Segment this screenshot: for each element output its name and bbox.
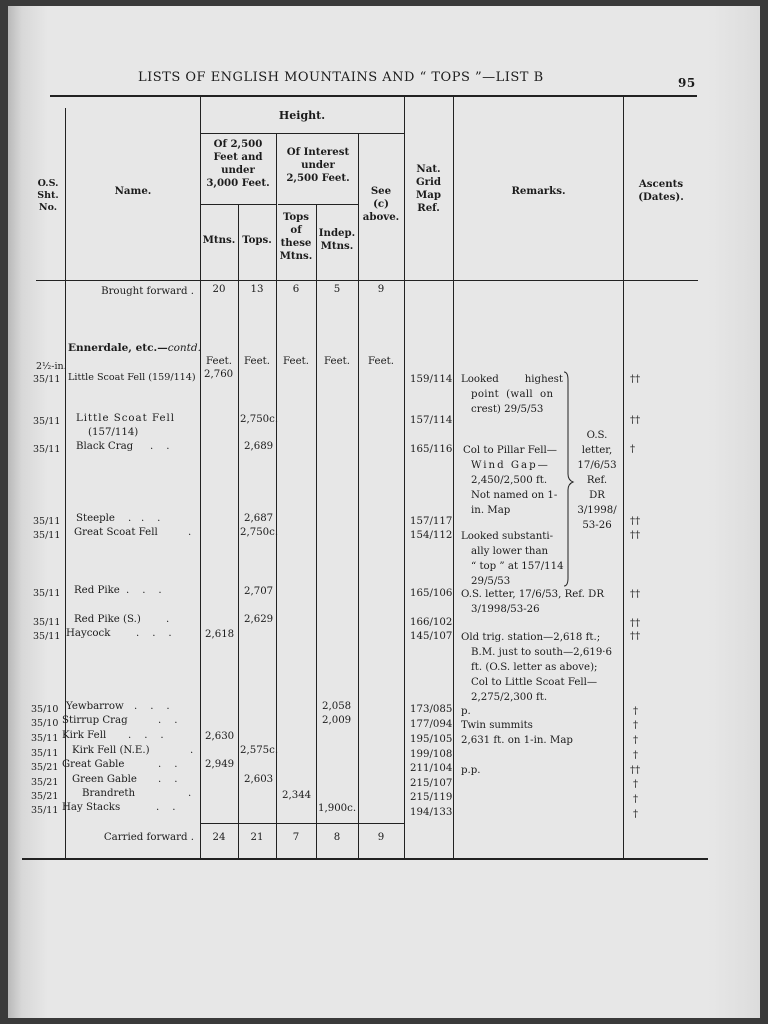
- remark-gable: p.p.: [461, 765, 481, 776]
- row-ascents: †: [630, 444, 636, 455]
- row-tops: 2,575c.: [240, 745, 279, 756]
- row-sheet: 35/10: [31, 718, 59, 729]
- bf-tops: 13: [250, 284, 264, 295]
- row-grid: 157/117: [410, 516, 453, 527]
- row-indep: 2,009: [322, 715, 352, 726]
- row-ascents: ††: [630, 415, 641, 426]
- row-ascents: ††: [630, 516, 641, 527]
- col-rule-remarks: [623, 96, 624, 858]
- row-grid: 165/116: [410, 444, 453, 455]
- row-grid: 145/107: [410, 631, 453, 642]
- row-sheet: 35/11: [33, 530, 61, 541]
- page-shading: [8, 6, 760, 1018]
- remark-red-pike: O.S. letter, 17/6/53, Ref. DR 3/1998/53-26: [461, 589, 604, 615]
- row-tops: 2,629: [244, 614, 274, 625]
- row-grid: 154/112: [410, 530, 453, 541]
- unit-mtns: Feet.: [206, 356, 232, 367]
- section-heading: Ennerdale, etc.—contd.: [68, 342, 201, 354]
- remark-col-to-pillar: Col to Pillar Fell— Wind Gap— 2,450/2,500 ft. Not named on 1- in. Map: [463, 445, 558, 516]
- row-mtns: 2,760: [204, 369, 234, 380]
- remark-looked-substantially: Looked substanti- ally lower than “ top ” at 157/114 29/5/53: [461, 531, 564, 587]
- row-name: Great Gable . .: [62, 759, 178, 770]
- header-grid: Nat. Grid Map Ref.: [415, 163, 442, 214]
- col-rule-name: [200, 96, 201, 858]
- row-grid: 159/114: [410, 374, 453, 385]
- row-sheet: 35/11: [31, 733, 59, 744]
- table-top-rule: [50, 95, 697, 97]
- row-grid: 194/133: [410, 807, 453, 818]
- row-mtns: 2,618: [205, 629, 235, 640]
- header-ascents: Ascents (Dates).: [638, 178, 684, 203]
- row-name: Yewbarrow . . .: [66, 701, 170, 712]
- row-name: Green Gable . .: [72, 774, 178, 785]
- bf-indep: 5: [333, 284, 341, 295]
- row-ascents: †: [633, 779, 639, 790]
- row-tops: 2,707: [244, 586, 274, 597]
- row-sheet: 35/11: [31, 805, 59, 816]
- units-sheet: 2½-in.: [36, 361, 67, 372]
- height-group-rule: [200, 133, 404, 134]
- row-grid: 165/106: [410, 588, 453, 599]
- row-tops: 2,687: [244, 513, 274, 524]
- row-ascents: †: [633, 706, 639, 717]
- row-tops: 2,689: [244, 441, 274, 452]
- header-height: Height.: [278, 109, 326, 122]
- row-sheet: 35/11: [33, 374, 61, 385]
- row-name: Little Scoat Fell (159/114): [68, 372, 196, 383]
- page-title: LISTS OF ENGLISH MOUNTAINS AND “ TOPS ”—LIST B: [138, 70, 544, 85]
- row-name: Great Scoat Fell .: [74, 527, 192, 538]
- col-rule-mtns: [238, 204, 239, 858]
- row-ascents: ††: [630, 618, 641, 629]
- remark-stirrup: Twin summits: [461, 720, 533, 731]
- header-group1: Of 2,500 Feet and under 3,000 Feet.: [206, 138, 270, 189]
- row-ascents: ††: [630, 530, 641, 541]
- row-ascents: ††: [630, 374, 641, 385]
- table-bottom-rule: [22, 858, 708, 860]
- row-name: Steeple . . .: [76, 513, 161, 524]
- header-os-sheet: O.S. Sht. No.: [37, 178, 59, 213]
- row-sheet: 35/10: [31, 704, 59, 715]
- remark-haycock: Old trig. station—2,618 ft.; B.M. just to south—2,619·6 ft. (O.S. letter as above); Col to Little Scoat Fell— 2,275/2,300 ft.: [461, 632, 613, 703]
- row-tops: 2,750c.: [240, 414, 279, 425]
- col-rule-indep: [358, 133, 359, 858]
- book-page: [8, 6, 760, 1018]
- header-bottom-rule: [36, 280, 698, 281]
- cf-mtns: 24: [212, 832, 226, 843]
- row-sheet: 35/11: [33, 631, 61, 642]
- row-sheet: 35/21: [31, 762, 59, 773]
- cf-tops: 21: [250, 832, 264, 843]
- unit-see: Feet.: [368, 356, 394, 367]
- row-ascents: †: [633, 794, 639, 805]
- row-tops-these: 2,344: [282, 790, 312, 801]
- unit-tops: Feet.: [244, 356, 270, 367]
- row-grid: 215/107: [410, 778, 453, 789]
- cf-indep: 8: [333, 832, 341, 843]
- row-name: Black Crag . .: [76, 441, 170, 452]
- row-grid: 215/119: [410, 792, 453, 803]
- remark-os-letter: O.S. letter, 17/6/53 Ref. DR 3/1998/ 53-26: [577, 430, 617, 531]
- carried-forward-label: Carried forward .: [103, 832, 194, 843]
- bf-mtns: 20: [212, 284, 226, 295]
- row-grid: 173/085: [410, 704, 453, 715]
- header-name: Name.: [114, 185, 152, 197]
- row-tops: 2,750c.: [240, 527, 279, 538]
- header-mtns: Mtns.: [202, 234, 236, 246]
- group2-rule: [278, 204, 358, 205]
- remark-yewbarrow: p.: [461, 706, 471, 717]
- row-name: Little Scoat Fell: [76, 413, 176, 424]
- col-rule-grid: [453, 96, 454, 858]
- row-tops: 2,603: [244, 774, 274, 785]
- row-indep: 2,058: [322, 701, 352, 712]
- row-name: Kirk Fell . . .: [62, 730, 164, 741]
- row-ascents: †: [633, 809, 639, 820]
- cf-see: 9: [377, 832, 385, 843]
- unit-tops-these: Feet.: [283, 356, 309, 367]
- brought-forward-label: Brought forward .: [101, 286, 194, 297]
- remark-kirk: 2,631 ft. on 1-in. Map: [461, 735, 573, 746]
- row-ascents: ††: [630, 765, 641, 776]
- row-grid: 199/108: [410, 749, 453, 760]
- header-tops: Tops.: [242, 234, 272, 246]
- page-number: 95: [678, 76, 696, 90]
- unit-indep: Feet.: [324, 356, 350, 367]
- row-mtns: 2,630: [205, 731, 235, 742]
- remark-looked-highest: Looked highest point (wall on crest) 29/5/53: [461, 374, 563, 415]
- row-sheet: 35/11: [33, 444, 61, 455]
- row-name: Red Pike (S.) .: [74, 614, 170, 625]
- row-sheet: 35/21: [31, 777, 59, 788]
- row-name: Stirrup Crag . .: [62, 715, 178, 726]
- row-ascents: †: [633, 750, 639, 761]
- row-name: Red Pike . . .: [74, 585, 162, 596]
- bf-see: 9: [377, 284, 385, 295]
- header-indep: Indep. Mtns.: [318, 227, 356, 252]
- row-name: Haycock . . .: [66, 628, 172, 639]
- row-ascents: †: [633, 735, 639, 746]
- row-ascents: ††: [630, 631, 641, 642]
- row-sheet: 35/11: [33, 416, 61, 427]
- row-sheet: 35/11: [31, 748, 59, 759]
- header-tops-of-these: Tops of these Mtns.: [279, 211, 313, 262]
- row-mtns: 2,949: [205, 759, 235, 770]
- row-sheet: 35/11: [33, 516, 61, 527]
- header-see: See (c) above.: [362, 185, 400, 223]
- row-grid: 211/104: [410, 763, 453, 774]
- row-name-2: (157/114): [88, 427, 139, 438]
- row-ascents: †: [633, 720, 639, 731]
- header-remarks: Remarks.: [511, 185, 566, 197]
- row-name: Brandreth .: [82, 788, 192, 799]
- row-ascents: ††: [630, 589, 641, 600]
- col-rule-these: [316, 204, 317, 858]
- row-grid: 166/102: [410, 617, 453, 628]
- col-rule-sheet: [65, 108, 66, 858]
- row-name: Kirk Fell (N.E.) .: [72, 745, 194, 756]
- row-name: Hay Stacks . .: [62, 802, 176, 813]
- carried-top-rule: [200, 823, 404, 824]
- row-grid: 157/114: [410, 415, 453, 426]
- header-group2: Of Interest under 2,500 Feet.: [286, 146, 350, 184]
- row-grid: 177/094: [410, 719, 453, 730]
- row-sheet: 35/11: [33, 588, 61, 599]
- cf-tops-these: 7: [292, 832, 300, 843]
- row-grid: 195/105: [410, 734, 453, 745]
- row-indep: 1,900c.: [318, 803, 357, 814]
- row-sheet: 35/21: [31, 791, 59, 802]
- row-sheet: 35/11: [33, 617, 61, 628]
- bf-tops-these: 6: [292, 284, 300, 295]
